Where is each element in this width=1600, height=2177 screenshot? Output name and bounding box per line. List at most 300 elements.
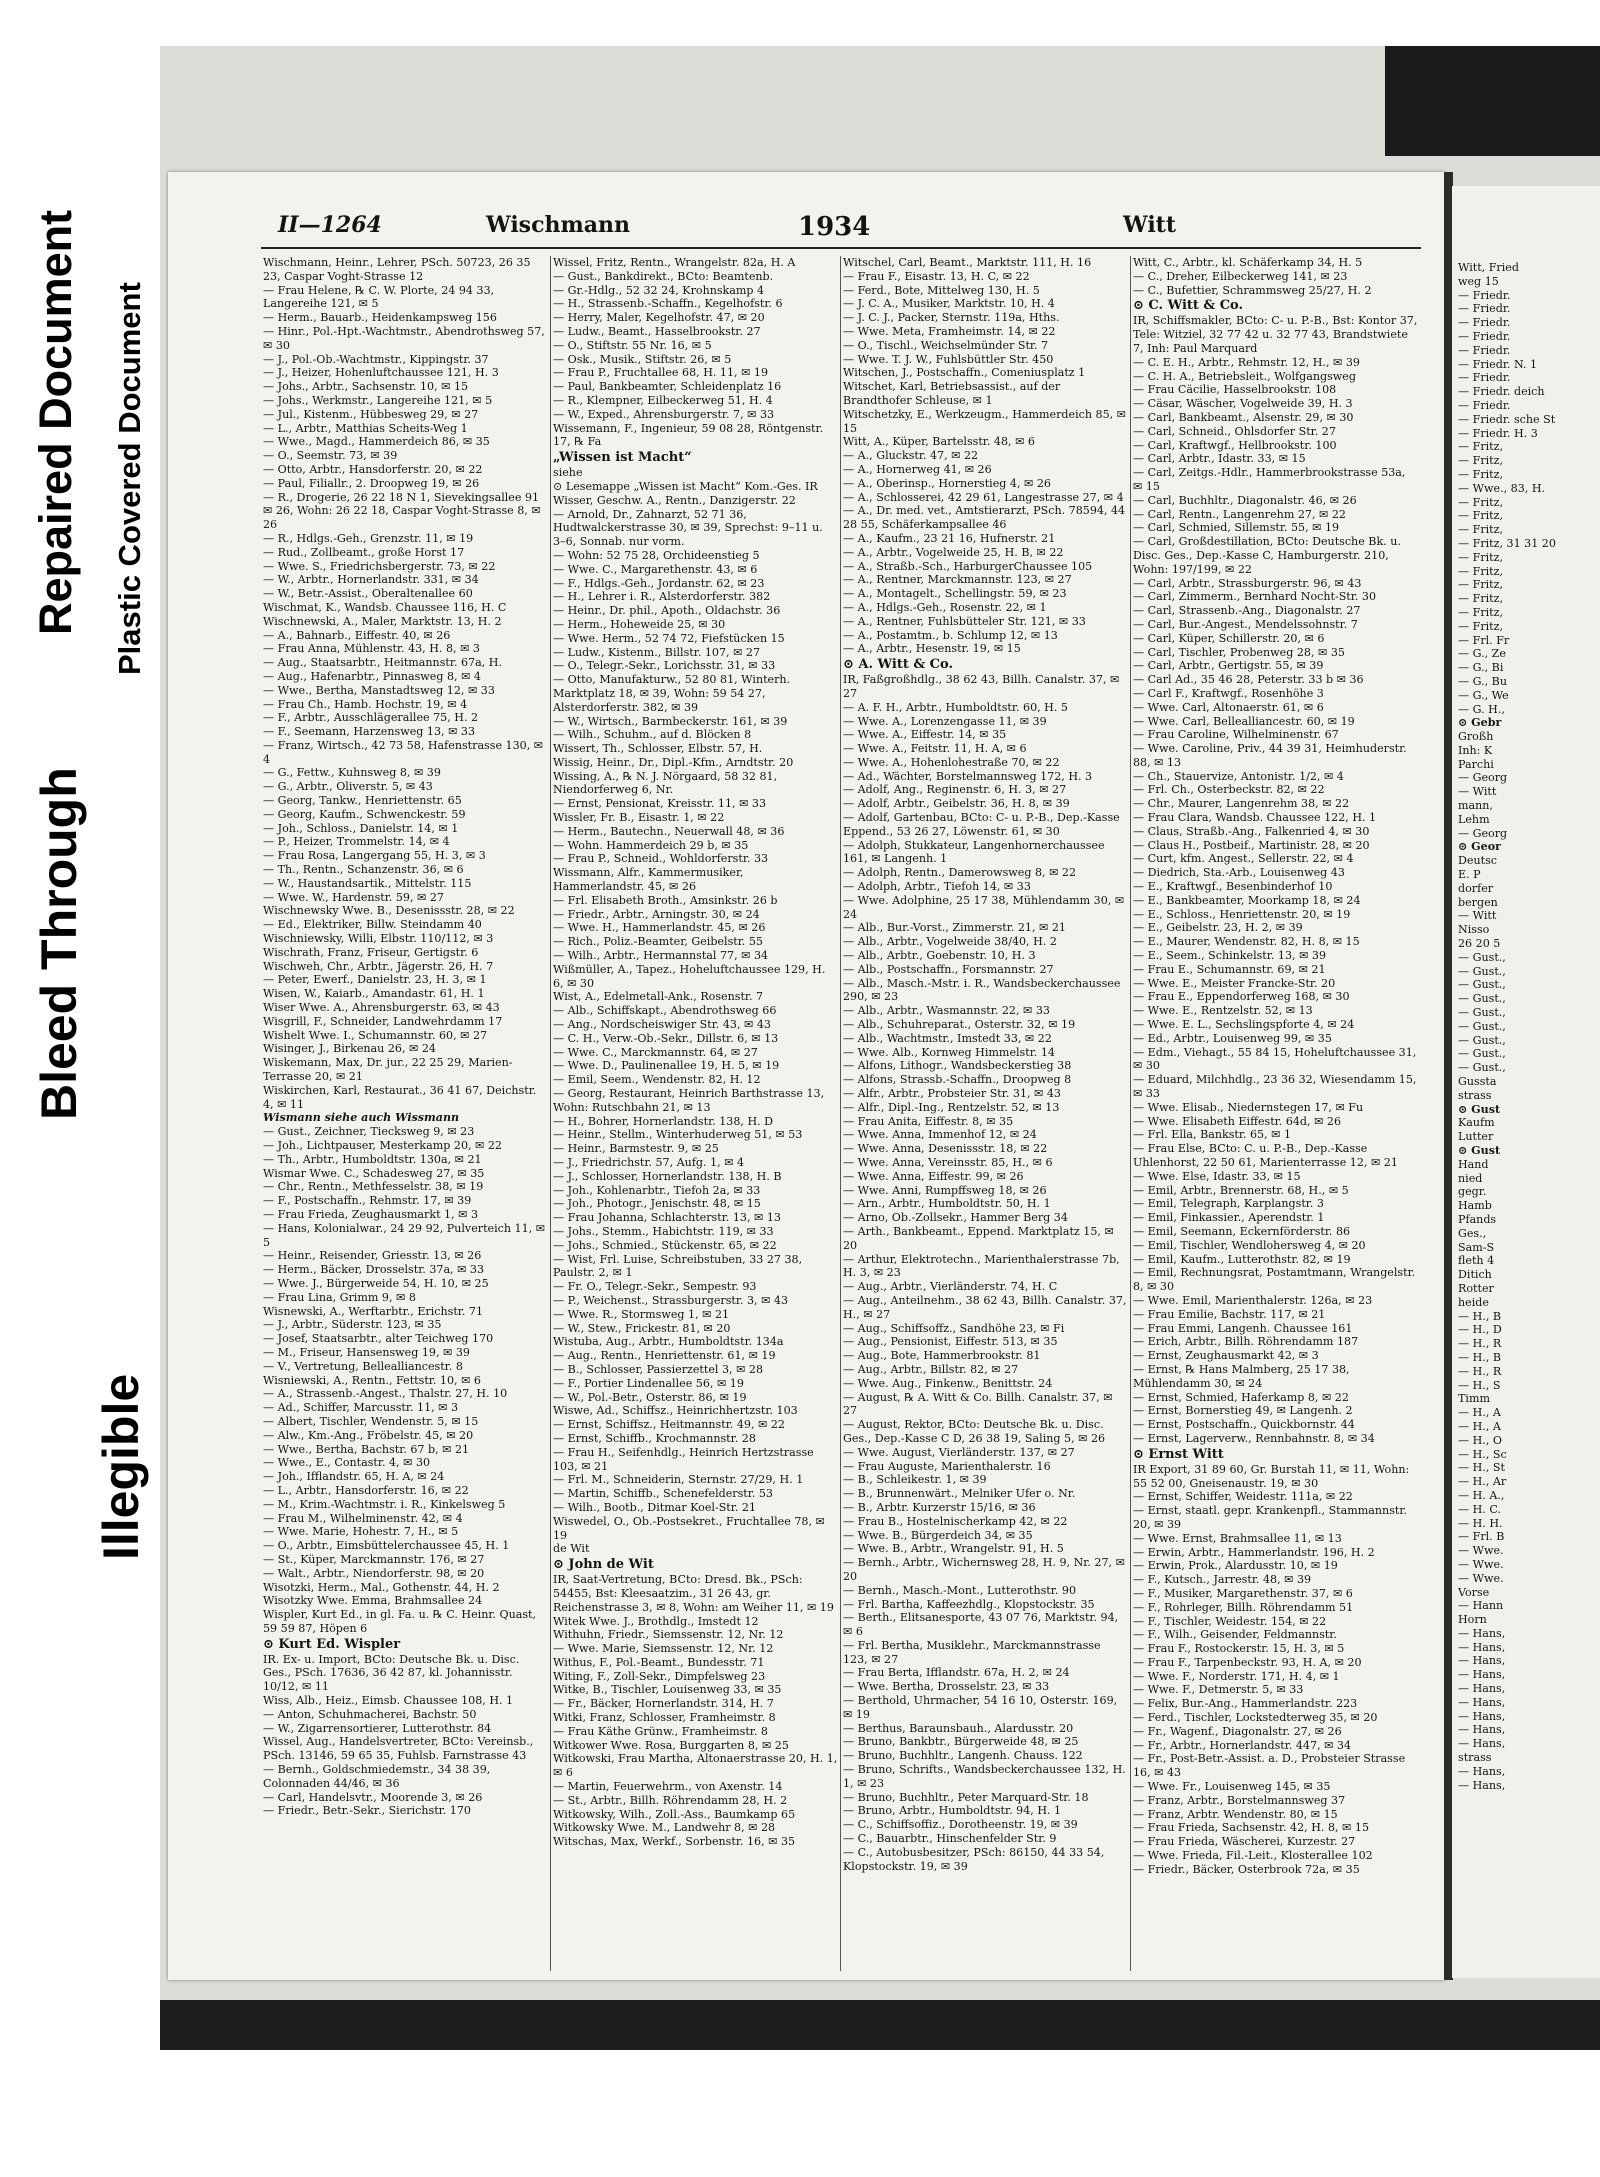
next-page-entry: Deutsc	[1458, 854, 1497, 868]
directory-entry: — Carl, Schneid., Ohlsdorfer Str. 27	[1133, 424, 1336, 438]
directory-entry: — M., Friseur, Hansensweg 19, ✉ 39	[263, 1345, 470, 1359]
directory-entry: — Aug., Hafenarbtr., Pinnasweg 8, ✉ 4	[263, 669, 481, 683]
directory-entry: — Aug., Bote, Hammerbrookstr. 81	[843, 1349, 1041, 1363]
directory-entry: — Frau Anna, Mühlenstr. 43, H. 8, ✉ 3	[263, 642, 480, 656]
next-page-entry: Parchi	[1458, 757, 1494, 771]
directory-entry: — C., Dreher, Eilbeckerweg 141, ✉ 23	[1133, 269, 1348, 283]
directory-entry: Wisen, W., Kaiarb., Amandastr. 61, H. 1	[263, 987, 485, 1001]
plastic-covered-label: Plastic Covered Document	[112, 282, 147, 675]
directory-entry: — Edm., Viehagt., 55 84 15, Hoheluftchaussee 31, ✉ 30	[1133, 1045, 1417, 1073]
next-page-entry: Vorse	[1458, 1585, 1490, 1599]
directory-entry: — Arn., Arbtr., Humboldtstr. 50, H. 1	[843, 1197, 1051, 1211]
directory-entry: — O., Arbtr., Eimsbüttelerchaussee 45, H. 1	[263, 1539, 510, 1553]
directory-entry: — Wwe. S., Friedrichsbergerstr. 73, ✉ 22	[263, 559, 496, 573]
directory-entry: — Carl Ad., 35 46 28, Peterstr. 33 b ✉ 36	[1133, 673, 1364, 687]
directory-entry: — Wwe. H., Hammerlandstr. 45, ✉ 26	[553, 921, 766, 935]
directory-entry: — Erwin, Arbtr., Hammerlandstr. 196, H. 2	[1133, 1545, 1375, 1559]
directory-entry: — A., Oberinsp., Hornerstieg 4, ✉ 26	[843, 476, 1051, 490]
directory-entry: — J., Schlosser, Hornerlandstr. 138, H. B	[553, 1169, 782, 1183]
directory-entry: — P., Weichenst., Strassburgerstr. 3, ✉ 43	[553, 1293, 789, 1307]
directory-entry: — A., Gluckstr. 47, ✉ 22	[843, 449, 979, 463]
next-page-entry: Timm	[1458, 1392, 1490, 1406]
directory-entry: — Rich., Poliz.-Beamter, Geibelstr. 55	[553, 935, 763, 949]
bleed-through-label: Bleed Through	[31, 767, 87, 1120]
next-page-entry: — H., A	[1458, 1419, 1501, 1433]
directory-entry: ⊙ Lesemappe „Wissen ist Macht“ Kom.-Ges. IR	[553, 479, 818, 493]
directory-entry: — Osk., Musik., Stiftstr. 26, ✉ 5	[553, 352, 732, 366]
next-page-entry: — H., S	[1458, 1378, 1501, 1392]
directory-entry: — Alb., Bur.-Vorst., Zimmerstr. 21, ✉ 21	[843, 921, 1066, 935]
next-page-entry: — Fritz,	[1458, 550, 1503, 564]
directory-entry: — Frau M., Wilhelminenstr. 42, ✉ 4	[263, 1511, 463, 1525]
directory-entry: — Alb., Wachtmstr., Imstedt 33, ✉ 22	[843, 1031, 1052, 1045]
directory-entry: — Carl, Arbtr., Gertigstr. 55, ✉ 39	[1133, 659, 1324, 673]
next-page-entry: — Friedr. H. 3	[1458, 426, 1538, 440]
directory-entry: — C. H., Verw.-Ob.-Sekr., Dillstr. 6, ✉ 13	[553, 1031, 779, 1045]
directory-entry: — L., Arbtr., Hansdorferstr. 16, ✉ 22	[263, 1483, 469, 1497]
directory-entry: — Bernh., Arbtr., Wichernsweg 28, H. 9, Nr. 27, ✉ 20	[843, 1556, 1125, 1583]
directory-entry: ⊙ John de Wit	[553, 1557, 654, 1573]
directory-entry: — Rud., Zollbeamt., große Horst 17	[263, 545, 465, 559]
directory-entry: Wist, A., Edelmetall-Ank., Rosenstr. 7	[553, 990, 764, 1004]
directory-entry: Witkower Wwe. Rosa, Burggarten 8, ✉ 25	[553, 1738, 789, 1752]
directory-entry: Wissel, Aug., Handelsvertreter, BCto: Vereinsb., PSch. 13146, 59 65 35, Fuhlsb. Farnstrasse 43	[263, 1735, 534, 1763]
directory-page	[168, 172, 1445, 1980]
directory-entry: — Wwe. Ernst, Brahmsallee 11, ✉ 13	[1133, 1531, 1342, 1545]
directory-entry: — Franz, Wirtsch., 42 73 58, Hafenstrasse 130, ✉ 4	[263, 738, 544, 766]
directory-entry: — E., Geibelstr. 23, H. 2, ✉ 39	[1133, 921, 1303, 935]
directory-entry: — Carl, Schmied, Sillemstr. 55, ✉ 19	[1133, 521, 1340, 535]
directory-entry: — Carl, Bankbeamt., Alsenstr. 29, ✉ 30	[1133, 410, 1354, 424]
directory-entry: — A. F. H., Arbtr., Humboldtstr. 60, H. 5	[843, 700, 1068, 714]
next-page-entry: mann,	[1458, 799, 1493, 813]
directory-entry: — Adolph, Arbtr., Tiefoh 14, ✉ 33	[843, 880, 1031, 894]
directory-entry: — Th., Rentn., Schanzenstr. 36, ✉ 6	[263, 863, 464, 877]
next-page-entry: — H., B	[1458, 1309, 1502, 1323]
next-page-entry: — H., O	[1458, 1433, 1502, 1447]
column-divider	[550, 256, 551, 1971]
directory-entry: — E., Schloss., Henriettenstr. 20, ✉ 19	[1133, 907, 1351, 921]
directory-entry: — J., Friedrichstr. 57, Aufg. 1, ✉ 4	[553, 1156, 745, 1169]
directory-entry: — Joh., Schloss., Danielstr. 14, ✉ 1	[263, 821, 459, 835]
directory-entry: ⊙ A. Witt & Co.	[843, 657, 953, 673]
next-page-entry: strass	[1458, 1751, 1492, 1765]
next-page-entry: — Hans,	[1458, 1668, 1506, 1682]
next-page-entry: Hand	[1458, 1157, 1489, 1171]
directory-entry: — Aug., Pensionist, Eiffestr. 513, ✉ 35	[843, 1335, 1058, 1349]
directory-column-1	[263, 256, 548, 1971]
directory-entry: — Carl, Rentn., Langenrehm 27, ✉ 22	[1133, 507, 1346, 521]
directory-entry: — Wwe. Emil, Marienthalerstr. 126a, ✉ 23	[1133, 1293, 1373, 1307]
next-page-entry: — H. C.	[1458, 1502, 1501, 1516]
directory-entry: — Wwe. W., Hardenstr. 59, ✉ 27	[263, 890, 444, 904]
page-last-name: Witt	[1123, 212, 1177, 238]
directory-entry: — Hinr., Pol.-Hpt.-Wachtmstr., Abendrothsweg 57, ✉ 30	[263, 324, 545, 352]
directory-entry: — Frau P., Schneid., Wohldorferstr. 33	[553, 852, 769, 866]
directory-entry: — C. E. H., Arbtr., Rehmstr. 12, H., ✉ 39	[1133, 355, 1360, 369]
next-page-entry: Hamb	[1458, 1199, 1492, 1213]
directory-entry: — Heinr., Dr. phil., Apoth., Oldachstr. 36	[553, 604, 781, 618]
next-page-entry: — Wwe.	[1458, 1571, 1504, 1585]
directory-entry: — Carl, Strassenb.-Ang., Diagonalstr. 27	[1133, 604, 1361, 618]
directory-entry: — O., Seemstr. 73, ✉ 39	[263, 449, 398, 463]
directory-entry: — Bruno, Arbtr., Humboldtstr. 94, H. 1	[843, 1804, 1062, 1818]
directory-entry: IR, Saat-Vertretung, BCto: Dresd. Bk., PSch: 54455, Bst: Kleesaatzim., 31 26 43, gr. Reichenstrasse 3, ✉ 8, Wohn: am Weiher 11, ✉ 19	[553, 1573, 834, 1614]
directory-entry: — Emil, Telegraph, Karplangstr. 3	[1133, 1197, 1324, 1211]
directory-entry: — Alb., Schiffskapt., Abendrothsweg 66	[553, 1004, 777, 1018]
directory-entry: — Frau Emmi, Langenh. Chaussee 161	[1133, 1321, 1353, 1335]
directory-entry: — R., Drogerie, 26 22 18 N 1, Sievekingsallee 91 ✉ 26, Wohn: 26 22 18, Caspar Voght-Strasse 8, ✉ 26	[263, 490, 541, 532]
directory-entry: — Carl, Tischler, Probenweg 28, ✉ 35	[1133, 645, 1345, 659]
directory-entry: — M., Krim.-Wachtmstr. i. R., Kinkelsweg 5	[263, 1497, 506, 1511]
next-page-entry: — Fritz,	[1458, 495, 1503, 509]
next-page-entry: — G. H.,	[1458, 702, 1505, 716]
next-page-entry: Kaufm	[1458, 1116, 1495, 1130]
directory-entry: — Ernst, ℞ Hans Malmberg, 25 17 38, Mühlendamm 30, ✉ 24	[1133, 1362, 1350, 1390]
next-page-entry: — H., A	[1458, 1406, 1501, 1420]
directory-entry: — Wwe. Frieda, Fil.-Leit., Klosterallee 102	[1133, 1849, 1373, 1863]
directory-entry: — W., Exped., Ahrensburgerstr. 7, ✉ 33	[553, 407, 775, 421]
directory-entry: — Herm., Bautechn., Neuerwall 48, ✉ 36	[553, 824, 785, 838]
directory-entry: — Frau E., Schumannstr. 69, ✉ 21	[1133, 962, 1326, 976]
next-page-entry: — Hans,	[1458, 1737, 1506, 1751]
directory-entry: — F., Hdlgs.-Geh., Jordanstr. 62, ✉ 23	[553, 576, 765, 590]
next-page-entry: — Georg	[1458, 771, 1508, 785]
directory-entry: — G., Fettw., Kuhnsweg 8, ✉ 39	[263, 766, 441, 780]
directory-entry: — A., Straßb.-Sch., HarburgerChaussee 105	[843, 559, 1093, 573]
next-page-edge	[1452, 186, 1600, 1978]
next-page-entry: gegr.	[1458, 1185, 1487, 1199]
directory-entry: — J. C. A., Musiker, Marktstr. 10, H. 4	[843, 297, 1055, 311]
directory-entry: — Wwe., Bertha, Bachstr. 67 b, ✉ 21	[263, 1442, 470, 1456]
directory-entry: — Wwe. F., Norderstr. 171, H. 4, ✉ 1	[1133, 1669, 1340, 1683]
next-page-entry: — Wwe., 83, H.	[1458, 481, 1546, 495]
directory-entry: — Alb., Masch.-Mstr. i. R., Wandsbeckerchaussee 290, ✉ 23	[843, 976, 1121, 1004]
directory-entry: Witschetzky, E., Werkzeugm., Hammerdeich 85, ✉ 15	[843, 407, 1126, 435]
directory-entry: Wissig, Heinr., Dr., Dipl.-Kfm., Arndtstr. 20	[553, 755, 794, 769]
directory-entry: ⊙ Ernst Witt	[1133, 1446, 1224, 1462]
illegible-label: Illegible	[93, 1373, 149, 1560]
next-page-entry: — H., D	[1458, 1323, 1502, 1337]
directory-entry: Wiswe, Ad., Schiffsz., Heinrichhertzstr. 103	[553, 1404, 798, 1418]
directory-entry: — Carl, Arbtr., Strassburgerstr. 96, ✉ 43	[1133, 576, 1362, 590]
directory-entry: — Carl, Buchhltr., Diagonalstr. 46, ✉ 26	[1133, 493, 1357, 507]
directory-entry: — Ed., Arbtr., Louisenweg 99, ✉ 35	[1133, 1031, 1332, 1045]
directory-entry: — Friedr., Arbtr., Arningstr. 30, ✉ 24	[553, 907, 760, 921]
directory-entry: — Ludw., Beamt., Hasselbrookstr. 27	[553, 324, 761, 338]
next-page-entry: — Gust.,	[1458, 1047, 1506, 1061]
next-page-entry: — Friedr.	[1458, 343, 1511, 357]
next-page-entry: — Hans,	[1458, 1640, 1506, 1654]
directory-entry: — Frau Käthe Grünw., Framheimstr. 8	[553, 1724, 768, 1738]
directory-entry: — Alfons, Lithogr., Wandsbeckerstieg 38	[843, 1059, 1072, 1073]
directory-entry: — E., Bankbeamter, Moorkamp 18, ✉ 24	[1133, 893, 1361, 907]
directory-entry: — Frau H., Seifenhdlg., Heinrich Hertzstrasse 103, ✉ 21	[553, 1445, 814, 1473]
directory-entry: — Gust., Zeichner, Tiecksweg 9, ✉ 23	[263, 1125, 475, 1139]
directory-entry: — Curt, kfm. Angest., Sellerstr. 22, ✉ 4	[1133, 852, 1354, 866]
directory-entry: Withus, F., Pol.-Beamt., Bundesstr. 71	[553, 1655, 765, 1669]
directory-entry: — Peter, Ewerf., Danielstr. 23, H. 3, ✉ 1	[263, 973, 487, 987]
directory-entry: — Arthur, Elektrotechn., Marienthalerstrasse 7b, H. 3, ✉ 23	[843, 1252, 1120, 1280]
directory-entry: — A., Bahnarb., Eiffestr. 40, ✉ 26	[263, 628, 451, 642]
directory-entry: Wischweh, Chr., Arbtr., Jägerstr. 26, H. 7	[263, 959, 494, 973]
directory-entry: Wismann siehe auch Wissmann	[263, 1111, 460, 1125]
directory-entry: Wischnewsky Wwe. B., Desenissstr. 28, ✉ 22	[263, 904, 515, 918]
directory-entry: — Wwe. Carl, Altonaerstr. 61, ✉ 6	[1133, 700, 1324, 714]
directory-entry: — A., Hdlgs.-Geh., Rosenstr. 22, ✉ 1	[843, 600, 1047, 614]
next-page-entry: — Witt	[1458, 909, 1497, 923]
directory-entry: — Wwe. A., Eiffestr. 14, ✉ 35	[843, 728, 1007, 742]
directory-entry: — Frau Emilie, Bachstr. 117, ✉ 21	[1133, 1307, 1326, 1321]
directory-entry: ⊙ Kurt Ed. Wispler	[263, 1636, 401, 1652]
next-page-entry: — Fritz,	[1458, 440, 1503, 454]
next-page-entry: — Fritz,	[1458, 564, 1503, 578]
repaired-document-label: Repaired Document	[30, 209, 81, 635]
directory-entry: Wiser Wwe. A., Ahrensburgerstr. 63, ✉ 43	[263, 1001, 500, 1015]
next-page-entry: ⊙ Gust	[1458, 1144, 1501, 1157]
directory-entry: — Erich, Arbtr., Billh. Röhrendamm 187	[1133, 1335, 1359, 1349]
directory-entry: — Wwe. Marie, Siemssenstr. 12, Nr. 12	[553, 1642, 774, 1656]
directory-entry: — Frau Frieda, Sachsenstr. 42, H. 8, ✉ 15	[1133, 1821, 1369, 1835]
next-page-entry: — Fritz,	[1458, 578, 1503, 592]
directory-entry: Witschas, Max, Werkf., Sorbenstr. 16, ✉ 35	[553, 1835, 796, 1849]
directory-entry: Wispler, Kurt Ed., in gl. Fa. u. ℞ C. Heinr. Quast, 59 59 87, Höpen 6	[263, 1608, 537, 1635]
directory-entry: — Bernh., Masch.-Mont., Lutterothstr. 90	[843, 1583, 1077, 1597]
directory-entry: — Fr. O., Telegr.-Sekr., Sempestr. 93	[553, 1280, 757, 1294]
next-page-entry: — Wwe.	[1458, 1557, 1504, 1571]
directory-entry: — Alb., Arbtr., Goebenstr. 10, H. 3	[843, 949, 1036, 963]
directory-entry: — Herm., Bäcker, Drosselstr. 37a, ✉ 33	[263, 1263, 485, 1277]
directory-entry: — Joh., Kohlenarbtr., Tiefoh 2a, ✉ 33	[553, 1183, 761, 1197]
directory-entry: — B., Schleikestr. 1, ✉ 39	[843, 1473, 987, 1487]
directory-entry: — F., Musiker, Margarethenstr. 37, ✉ 6	[1133, 1586, 1353, 1600]
directory-entry: — Paul, Filiallr., 2. Droopweg 19, ✉ 26	[263, 476, 480, 490]
directory-entry: — Johs., Stemm., Habichtstr. 119, ✉ 33	[553, 1224, 774, 1238]
directory-entry: — Fr., Post-Betr.-Assist. a. D., Probsteier Strasse 16, ✉ 43	[1133, 1752, 1406, 1780]
directory-entry: — A., Kaufm., 23 21 16, Hufnerstr. 21	[843, 531, 1056, 545]
directory-entry: — E., Maurer, Wendenstr. 82, H. 8, ✉ 15	[1133, 935, 1360, 949]
next-page-entry: Ditich	[1458, 1268, 1492, 1282]
directory-entry: — Ed., Elektriker, Billw. Steindamm 40	[263, 918, 482, 932]
directory-entry: Witkowsky, Wilh., Zoll.-Ass., Baumkamp 65	[553, 1807, 796, 1821]
directory-entry: — Ernst, staatl. gepr. Krankenpfl., Stammannstr. 20, ✉ 39	[1133, 1504, 1407, 1531]
directory-entry: — Adolf, Gartenbau, BCto: C- u. P.-B., Dep.-Kasse Eppend., 53 26 27, Löwenstr. 61, ✉ 30	[843, 811, 1120, 838]
directory-entry: — Wwe. Anna, Immenhof 12, ✉ 24	[843, 1128, 1037, 1142]
directory-entry: Witkowsky Wwe. M., Landwehr 8, ✉ 28	[553, 1821, 776, 1835]
next-page-entry: — Gust.,	[1458, 1019, 1506, 1033]
directory-entry: — Carl, Zeitgs.-Hdlr., Hammerbrookstrasse 53a, ✉ 15	[1133, 466, 1406, 493]
directory-entry: — B., Schlosser, Passierzettel 3, ✉ 28	[553, 1362, 764, 1376]
directory-entry: Wiskemann, Max, Dr. jur., 22 25 29, Marien-Terrasse 20, ✉ 21	[263, 1056, 513, 1084]
directory-entry: — Frau Helene, ℞ C. W. Plorte, 24 94 33, Langereihe 121, ✉ 5	[263, 283, 495, 311]
directory-entry: — Wilh., Arbtr., Hermannstal 77, ✉ 34	[553, 949, 769, 963]
directory-entry: — Bernh., Goldschmiedemstr., 34 38 39, Colonnaden 44/46, ✉ 36	[263, 1763, 491, 1790]
next-page-entry: — H. A.,	[1458, 1488, 1505, 1502]
directory-entry: — Carl, Bur.-Angest., Mendelssohnstr. 7	[1133, 617, 1358, 631]
directory-entry: Witschel, Carl, Beamt., Marktstr. 111, H. 16	[843, 256, 1092, 269]
directory-entry: — Wwe. Elisabeth Eiffestr. 64d, ✉ 26	[1133, 1114, 1342, 1128]
next-page-entry: — Friedr.	[1458, 398, 1511, 412]
directory-entry: — Walt., Arbtr., Niendorferstr. 98, ✉ 20	[263, 1566, 485, 1580]
directory-entry: Wiss, Alb., Heiz., Eimsb. Chaussee 108, H. 1	[263, 1694, 514, 1708]
directory-entry: — W., Betr.-Assist., Oberaltenallee 60	[263, 587, 473, 601]
directory-entry: — Emil, Seemann, Eckernförderstr. 86	[1133, 1224, 1351, 1238]
next-page-entry: — Fritz,	[1458, 523, 1503, 537]
directory-entry: — Arno, Ob.-Zollsekr., Hammer Berg 34	[843, 1211, 1068, 1225]
directory-entry: Wischrath, Franz, Friseur, Gertigstr. 6	[263, 945, 479, 959]
next-page-entry: — Friedr.	[1458, 329, 1511, 343]
directory-entry: Wissert, Th., Schlosser, Elbstr. 57, H.	[553, 742, 763, 756]
next-page-entry: — Hans,	[1458, 1764, 1506, 1778]
directory-entry: — Heinr., Stellm., Winterhuderweg 51, ✉ 53	[553, 1128, 803, 1142]
directory-entry: — C., Bufettier, Schrammsweg 25/27, H. 2	[1133, 283, 1372, 297]
directory-entry: — Bruno, Buchhltr., Langenh. Chauss. 122	[843, 1749, 1083, 1763]
next-page-entry: Inh: K	[1458, 743, 1493, 757]
directory-entry: — Wwe. Elisab., Niedernstegen 17, ✉ Fu	[1133, 1100, 1364, 1114]
next-page-entry: — Hans,	[1458, 1654, 1506, 1668]
directory-entry: — Georg, Restaurant, Heinrich Barthstrasse 13, Wohn: Rutschbahn 21, ✉ 13	[553, 1087, 825, 1114]
next-page-entry: Pfands	[1458, 1212, 1497, 1226]
directory-entry: — Wwe. B., Bürgerdeich 34, ✉ 35	[843, 1528, 1033, 1542]
directory-entry: — Johs., Werkmstr., Langereihe 121, ✉ 5	[263, 393, 493, 407]
directory-entry: — Emil, Kaufm., Lutterothstr. 82, ✉ 19	[1133, 1252, 1351, 1266]
directory-entry: — F., Postschaffn., Rehmstr. 17, ✉ 39	[263, 1194, 472, 1208]
header-rule	[261, 247, 1421, 249]
directory-entry: — Aug., Arbtr., Billstr. 82, ✉ 27	[843, 1362, 1019, 1376]
next-page-entry: — Gust.,	[1458, 992, 1506, 1006]
directory-entry: — Arth., Bankbeamt., Eppend. Marktplatz 15, ✉ 20	[843, 1224, 1114, 1252]
directory-entry: Wischmann, Heinr., Lehrer, PSch. 50723, 26 35 23, Caspar Voght-Strasse 12	[263, 256, 531, 283]
directory-entry: — O., Telegr.-Sekr., Lorichsstr. 31, ✉ 33	[553, 659, 776, 673]
next-page-entry: ⊙ Gust	[1458, 1102, 1501, 1116]
directory-entry: — St., Arbtr., Billh. Röhrendamm 28, H. 2	[553, 1793, 788, 1807]
next-page-entry: E. P	[1458, 868, 1481, 882]
directory-entry: — Gust., Bankdirekt., BCto: Beamtenb.	[553, 269, 774, 283]
directory-entry: — Ernst, Zeughausmarkt 42, ✉ 3	[1133, 1349, 1319, 1363]
directory-entry: — Wwe. Adolphine, 25 17 38, Mühlendamm 30, ✉ 24	[843, 893, 1125, 921]
directory-entry: — Wwe. A., Feitstr. 11, H. A, ✉ 6	[843, 742, 1027, 756]
directory-entry: — P., Heizer, Trommelstr. 14, ✉ 4	[263, 835, 450, 849]
directory-entry: — Adolph, Stukkateur, Langenhornerchaussee 161, ✉ Langenh. 1	[843, 838, 1105, 866]
directory-entry: — F., Portier Lindenallee 56, ✉ 19	[553, 1376, 744, 1390]
next-page-entry: — H. H.	[1458, 1516, 1503, 1530]
directory-entry: — Alfr., Dipl.-Ing., Rentzelstr. 52, ✉ 13	[843, 1100, 1060, 1114]
directory-entry: — Hans, Kolonialwar., 24 29 92, Pulverteich 11, ✉ 5	[263, 1221, 545, 1249]
next-page-entry: — H., Sc	[1458, 1447, 1507, 1461]
directory-entry: — Wwe. Anna, Vereinsstr. 85, H., ✉ 6	[843, 1156, 1053, 1169]
directory-entry: — Wwe. Fr., Louisenweg 145, ✉ 35	[1133, 1780, 1331, 1794]
directory-entry: — Wwe. Anna, Desenissstr. 18, ✉ 22	[843, 1142, 1048, 1156]
directory-entry: — Frau F., Eisastr. 13, H. C, ✉ 22	[843, 269, 1030, 283]
directory-entry: — Jul., Kistenm., Hübbesweg 29, ✉ 27	[263, 407, 479, 421]
next-page-entry: — Friedr.	[1458, 316, 1511, 330]
directory-entry: — A., Strassenb.-Angest., Thalstr. 27, H. 10	[263, 1387, 508, 1401]
directory-entry: — A., Montagelt., Schellingstr. 59, ✉ 23	[843, 587, 1067, 601]
next-page-entry: 26 20 5	[1458, 937, 1501, 951]
directory-entry: — Friedr., Betr.-Sekr., Sierichstr. 170	[263, 1804, 471, 1818]
directory-entry: — Wwe. Herm., 52 74 72, Fiefstücken 15	[553, 631, 785, 645]
directory-entry: — Frau Berta, Ifflandstr. 67a, H. 2, ✉ 24	[843, 1666, 1070, 1680]
directory-entry: — Wwe. F., Detmerstr. 5, ✉ 33	[1133, 1683, 1304, 1697]
directory-entry: Wisniewski, A., Rentn., Fettstr. 10, ✉ 6	[263, 1373, 481, 1387]
next-page-entry: — Frl. Fr	[1458, 633, 1510, 647]
directory-entry: Wissmann, Alfr., Kammermusiker, Hammerlandstr. 45, ✉ 26	[553, 866, 744, 894]
directory-entry: — Alw., Km.-Ang., Fröbelstr. 45, ✉ 20	[263, 1428, 474, 1442]
next-page-entry: — Fritz,	[1458, 467, 1503, 481]
directory-entry: — Herm., Hoheweide 25, ✉ 30	[553, 617, 726, 631]
directory-entry: — Aug., Anteilnehm., 38 62 43, Billh. Canalstr. 37, H., ✉ 27	[843, 1293, 1127, 1321]
directory-entry: „Wissen ist Macht“	[553, 450, 692, 466]
directory-entry: — Chr., Maurer, Langenrehm 38, ✉ 22	[1133, 797, 1350, 811]
directory-entry: — Fr., Arbtr., Hornerlandstr. 447, ✉ 34	[1133, 1738, 1352, 1752]
directory-entry: — Aug., Rentn., Henriettenstr. 61, ✉ 19	[553, 1349, 776, 1363]
next-page-entry: — Hans,	[1458, 1682, 1506, 1696]
directory-entry: — O., Tischl., Weichselmünder Str. 7	[843, 338, 1049, 352]
next-page-entry: — Friedr.	[1458, 288, 1511, 302]
page-year: 1934	[798, 212, 871, 242]
directory-entry: — Emil, Tischler, Wendlohersweg 4, ✉ 20	[1133, 1238, 1366, 1252]
directory-entry: — O., Stiftstr. 55 Nr. 16, ✉ 5	[553, 338, 712, 352]
next-page-entry: Lehm	[1458, 812, 1490, 826]
directory-entry: — Franz, Arbtr. Wendenstr. 80, ✉ 15	[1133, 1807, 1338, 1821]
directory-entry: IR. Ex- u. Import, BCto: Deutsche Bk. u. Disc. Ges., PSch. 17636, 36 42 87, kl. Johannisstr. 10/12, ✉ 11	[263, 1652, 520, 1694]
directory-entry: — Frau Auguste, Marienthalerstr. 16	[843, 1459, 1051, 1473]
next-page-entry: nied	[1458, 1171, 1483, 1185]
directory-entry: — Friedr., Bäcker, Osterbrook 72a, ✉ 35	[1133, 1862, 1360, 1876]
next-page-entry: — Wwe.	[1458, 1544, 1504, 1558]
directory-entry: — Carl, Kraftwgf., Hellbrookstr. 100	[1133, 438, 1337, 452]
next-page-entry: Großh	[1458, 730, 1494, 744]
directory-entry: — Berthus, Baraunsbauh., Alardusstr. 20	[843, 1721, 1074, 1735]
directory-entry: — Cäsar, Wäscher, Vogelweide 39, H. 3	[1133, 397, 1353, 411]
directory-entry: — Carl, Großdestillation, BCto: Deutsche Bk. u. Disc. Ges., Dep.-Kasse C, Hamburgerstr. 210, Wohn: 197/199, ✉ 22	[1133, 535, 1401, 576]
directory-entry: — Ernst, Schiffb., Krochmannstr. 28	[553, 1431, 756, 1445]
next-page-entry: — Witt	[1458, 785, 1497, 799]
directory-entry: — Chr., Rentn., Methfesselstr. 38, ✉ 19	[263, 1180, 484, 1194]
next-page-entry: — Fritz,	[1458, 605, 1503, 619]
directory-entry: Wisser, Geschw. A., Rentn., Danzigerstr. 22	[553, 493, 796, 507]
directory-entry: — Herm., Bauarb., Heidenkampsweg 156	[263, 311, 497, 325]
directory-entry: Wisgrill, F., Schneider, Landwehrdamm 17	[263, 1014, 503, 1028]
directory-entry: — Wohn: 52 75 28, Orchideenstieg 5	[553, 548, 760, 562]
next-page-entry: Ges.,	[1458, 1226, 1487, 1240]
directory-entry: — Frau Else, BCto: C. u. P.-B., Dep.-Kasse Uhlenhorst, 22 50 61, Marienterrasse 12, ✉ 21	[1133, 1142, 1398, 1169]
directory-entry: — Bruno, Schrifts., Wandsbeckerchaussee 132, H. 1, ✉ 23	[843, 1763, 1126, 1790]
directory-entry: — Emil, Seem., Wendenstr. 82, H. 12	[553, 1073, 761, 1087]
directory-entry: — Herry, Maler, Kegelhofstr. 47, ✉ 20	[553, 311, 765, 325]
directory-entry: — W., Arbtr., Hornerlandstr. 331, ✉ 34	[263, 573, 479, 587]
next-page-entry: Horn	[1458, 1613, 1487, 1627]
directory-entry: IR Export, 31 89 60, Gr. Burstah 11, ✉ 11, Wohn: 55 52 00, Gneisenaustr. 19, ✉ 30	[1133, 1462, 1410, 1490]
directory-entry: — Frau B., Hostelnischerkamp 42, ✉ 22	[843, 1514, 1068, 1528]
directory-entry: — Alb., Schuhreparat., Osterstr. 32, ✉ 19	[843, 1018, 1076, 1032]
directory-entry: — A., Dr. med. vet., Amtstierarzt, PSch. 78594, 44 28 55, Schäferkampsallee 46	[843, 504, 1126, 532]
page-number: II—1264	[278, 212, 382, 238]
next-page-entry: ⊙ Geor	[1458, 840, 1501, 854]
directory-entry: — Frau Caroline, Wilhelminenstr. 67	[1133, 728, 1339, 742]
directory-entry: — C., Bauarbtr., Hinschenfelder Str. 9	[843, 1832, 1057, 1846]
next-page-entry: — Hans,	[1458, 1709, 1506, 1723]
directory-entry: — Ch., Stauervize, Antonistr. 1/2, ✉ 4	[1133, 769, 1344, 783]
directory-column-4	[1133, 256, 1418, 1971]
next-page-entry: Nisso	[1458, 923, 1490, 937]
scan-dark-corner	[1385, 46, 1600, 156]
directory-entry: — Wwe. C., Margarethenstr. 43, ✉ 6	[553, 562, 758, 576]
directory-entry: Wischnewski, A., Maler, Marktstr. 13, H. 2	[263, 614, 502, 628]
directory-entry: — Wwe. Caroline, Priv., 44 39 31, Heimhuderstr. 88, ✉ 13	[1133, 742, 1407, 769]
directory-entry: — Ad., Schiffer, Marcusstr. 11, ✉ 3	[263, 1401, 459, 1415]
directory-entry: — Ernst, Lagerverw., Rennbahnstr. 8, ✉ 34	[1133, 1431, 1375, 1445]
